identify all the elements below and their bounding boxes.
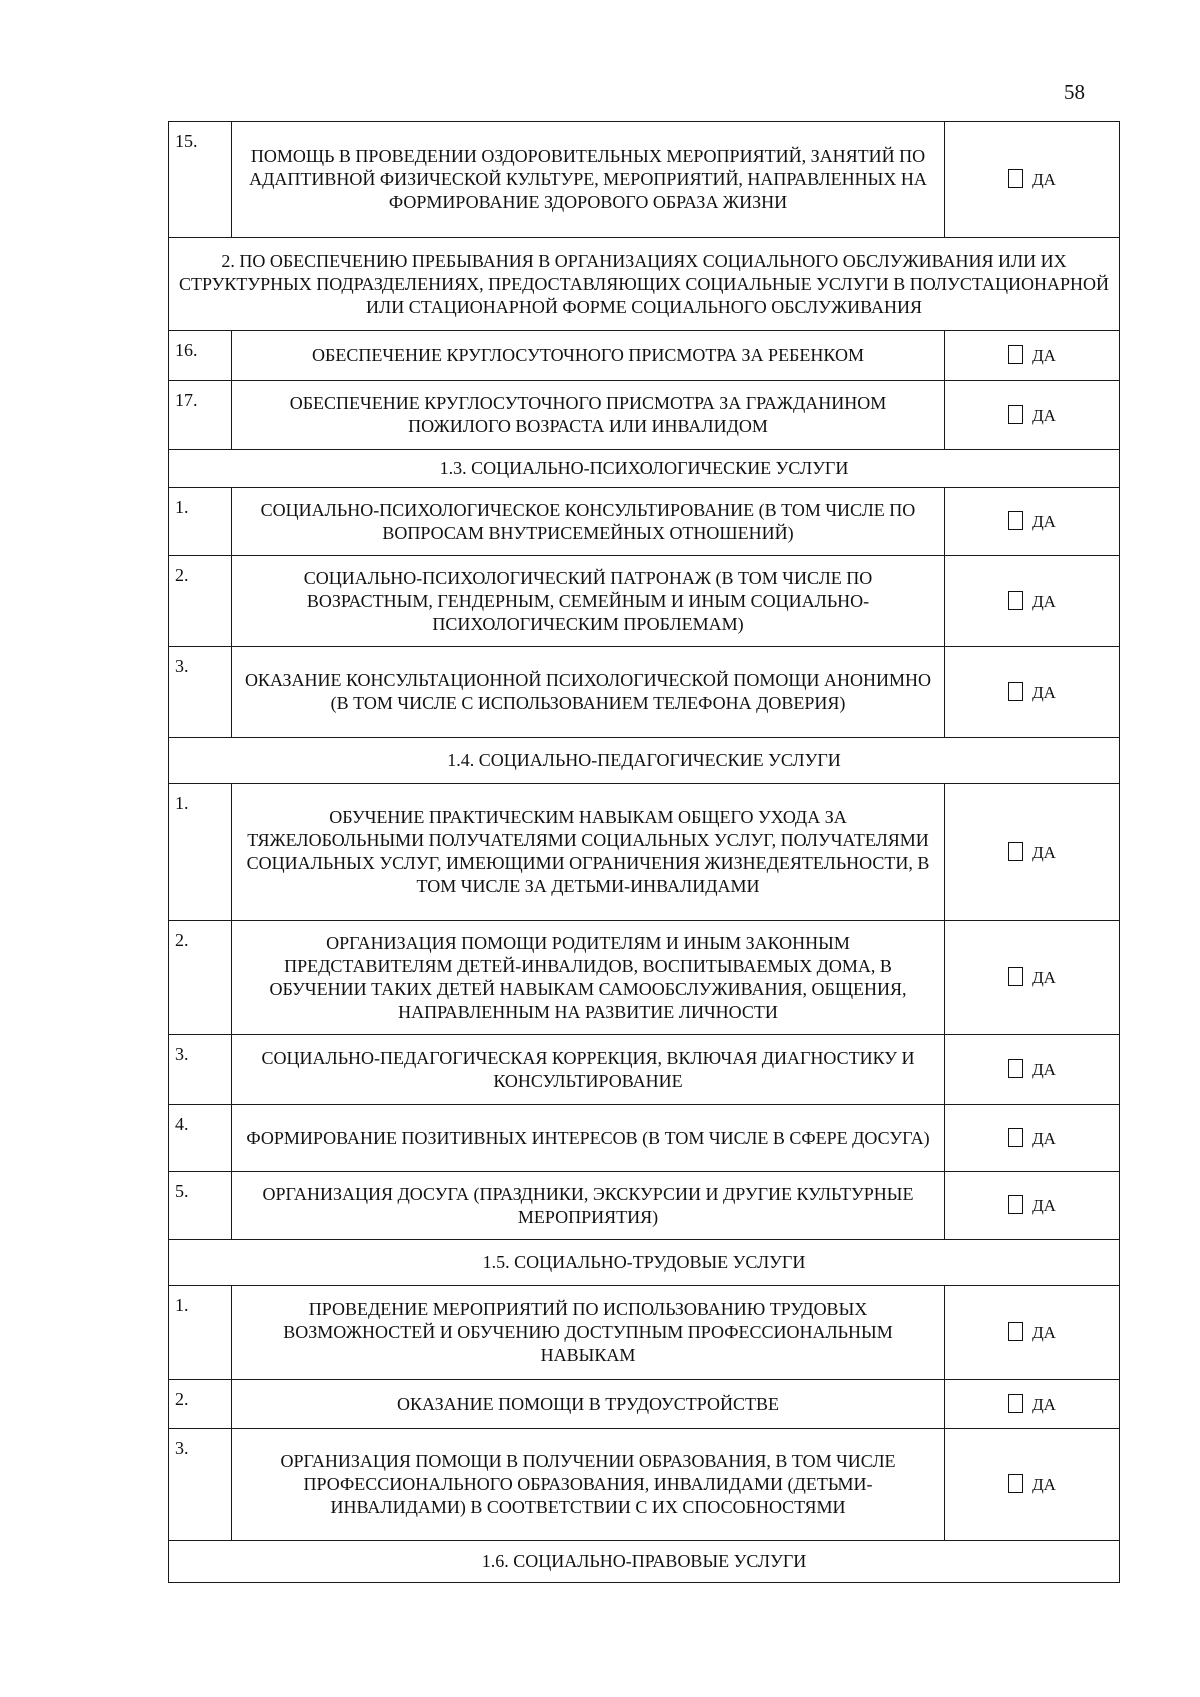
row-number: 2. [169,556,232,647]
yes-checkbox-cell[interactable] [945,1035,1120,1105]
service-description: ОКАЗАНИЕ КОНСУЛЬТАЦИОННОЙ ПСИХОЛОГИЧЕСКОЙ ПОМОЩИ АНОНИМНО (В ТОМ ЧИСЛЕ С ИСПОЛЬЗОВАНИЕМ ТЕЛЕФОНА ДОВЕРИЯ) [232,647,945,738]
section-header-row [169,1240,1120,1286]
row-number: 2. [169,921,232,1035]
section-title: 1.6. СОЦИАЛЬНО-ПРАВОВЫЕ УСЛУГИ [169,1541,1120,1583]
service-description: ОБЕСПЕЧЕНИЕ КРУГЛОСУТОЧНОГО ПРИСМОТРА ЗА РЕБЕНКОМ [232,331,945,381]
service-row [169,921,1120,1035]
section-header-row [169,738,1120,784]
yes-checkbox-cell[interactable] [945,1429,1120,1541]
service-description: СОЦИАЛЬНО-ПЕДАГОГИЧЕСКАЯ КОРРЕКЦИЯ, ВКЛЮЧАЯ ДИАГНОСТИКУ И КОНСУЛЬТИРОВАНИЕ [232,1035,945,1105]
row-number: 15. [169,122,232,238]
checkbox-icon[interactable] [1008,1322,1023,1341]
yes-label: ДА [1032,1394,1056,1414]
yes-checkbox-cell[interactable] [945,1286,1120,1380]
yes-checkbox-cell[interactable] [945,488,1120,556]
checkbox-icon[interactable] [1008,967,1023,986]
service-row [169,1035,1120,1105]
page-number: 58 [1064,80,1085,104]
service-row [169,1105,1120,1172]
yes-label: ДА [1032,682,1056,702]
section-title: 1.4. СОЦИАЛЬНО-ПЕДАГОГИЧЕСКИЕ УСЛУГИ [169,738,1120,784]
checkbox-icon[interactable] [1008,842,1023,861]
row-number: 1. [169,784,232,921]
service-description: ПОМОЩЬ В ПРОВЕДЕНИИ ОЗДОРОВИТЕЛЬНЫХ МЕРОПРИЯТИЙ, ЗАНЯТИЙ ПО АДАПТИВНОЙ ФИЗИЧЕСКОЙ КУЛЬТУРЕ, МЕРОПРИЯТИЙ, НАПРАВЛЕННЫХ НА ФОРМИРОВАНИЕ ЗДОРОВОГО ОБРАЗА ЖИЗНИ [232,122,945,238]
section-title: 2. ПО ОБЕСПЕЧЕНИЮ ПРЕБЫВАНИЯ В ОРГАНИЗАЦИЯХ СОЦИАЛЬНОГО ОБСЛУЖИВАНИЯ ИЛИ ИХ СТРУКТУРНЫХ ПОДРАЗДЕЛЕНИЯХ, ПРЕДОСТАВЛЯЮЩИХ СОЦИАЛЬНЫЕ УСЛУГИ В ПОЛУСТАЦИОНАРНОЙ ИЛИ СТАЦИОНАРНОЙ ФОРМЕ СОЦИАЛЬНОГО ОБСЛУЖИВАНИЯ [169,238,1120,331]
service-row [169,381,1120,450]
yes-label: ДА [1032,591,1056,611]
row-number: 2. [169,1380,232,1429]
yes-checkbox-cell[interactable] [945,122,1120,238]
service-row [169,1286,1120,1380]
services-table [168,121,1120,1583]
checkbox-icon[interactable] [1008,1195,1023,1214]
yes-label: ДА [1032,1060,1056,1079]
yes-checkbox-cell[interactable] [945,647,1120,738]
yes-label: ДА [1032,1475,1056,1494]
yes-label: ДА [1032,1323,1056,1342]
yes-label: ДА [1032,512,1056,531]
yes-label: ДА [1032,1196,1056,1215]
service-row [169,122,1120,238]
section-header-row [169,450,1120,488]
yes-checkbox-cell[interactable] [945,556,1120,647]
yes-label: ДА [1032,405,1056,425]
service-row [169,488,1120,556]
service-row [169,1429,1120,1541]
service-description: ОБУЧЕНИЕ ПРАКТИЧЕСКИМ НАВЫКАМ ОБЩЕГО УХОДА ЗА ТЯЖЕЛОБОЛЬНЫМИ ПОЛУЧАТЕЛЯМИ СОЦИАЛЬНЫХ УСЛУГ, ПОЛУЧАТЕЛЯМИ СОЦИАЛЬНЫХ УСЛУГ, ИМЕЮЩИМИ ОГРАНИЧЕНИЯ ЖИЗНЕДЕЯТЕЛЬНОСТИ, В ТОМ ЧИСЛЕ ЗА ДЕТЬМИ-ИНВАЛИДАМИ [232,784,945,921]
yes-checkbox-cell[interactable] [945,1380,1120,1429]
service-description: ФОРМИРОВАНИЕ ПОЗИТИВНЫХ ИНТЕРЕСОВ (В ТОМ ЧИСЛЕ В СФЕРЕ ДОСУГА) [232,1105,945,1172]
service-description: ОРГАНИЗАЦИЯ ДОСУГА (ПРАЗДНИКИ, ЭКСКУРСИИ И ДРУГИЕ КУЛЬТУРНЫЕ МЕРОПРИЯТИЯ) [232,1172,945,1240]
yes-checkbox-cell[interactable] [945,921,1120,1035]
service-row [169,1380,1120,1429]
yes-checkbox-cell[interactable] [945,381,1120,450]
row-number: 16. [169,331,232,381]
checkbox-icon[interactable] [1008,591,1023,610]
service-row [169,784,1120,921]
checkbox-icon[interactable] [1008,405,1023,424]
checkbox-icon[interactable] [1008,345,1023,364]
checkbox-icon[interactable] [1008,682,1023,701]
yes-label: ДА [1032,170,1056,189]
service-row [169,556,1120,647]
row-number: 4. [169,1105,232,1172]
section-header-row [169,1541,1120,1583]
service-description: ОКАЗАНИЕ ПОМОЩИ В ТРУДОУСТРОЙСТВЕ [232,1380,945,1429]
service-description: СОЦИАЛЬНО-ПСИХОЛОГИЧЕСКОЕ КОНСУЛЬТИРОВАНИЕ (В ТОМ ЧИСЛЕ ПО ВОПРОСАМ ВНУТРИСЕМЕЙНЫХ ОТНОШЕНИЙ) [232,488,945,556]
checkbox-icon[interactable] [1008,1394,1023,1413]
yes-checkbox-cell[interactable] [945,1105,1120,1172]
row-number: 3. [169,1429,232,1541]
row-number: 1. [169,1286,232,1380]
services-table-body [169,122,1120,1583]
row-number: 1. [169,488,232,556]
service-row [169,1172,1120,1240]
row-number: 3. [169,647,232,738]
yes-checkbox-cell[interactable] [945,331,1120,381]
row-number: 3. [169,1035,232,1105]
service-description: СОЦИАЛЬНО-ПСИХОЛОГИЧЕСКИЙ ПАТРОНАЖ (В ТОМ ЧИСЛЕ ПО ВОЗРАСТНЫМ, ГЕНДЕРНЫМ, СЕМЕЙНЫМ И ИНЫМ СОЦИАЛЬНО-ПСИХОЛОГИЧЕСКИМ ПРОБЛЕМАМ) [232,556,945,647]
service-row [169,331,1120,381]
checkbox-icon[interactable] [1008,1128,1023,1147]
service-description: ОРГАНИЗАЦИЯ ПОМОЩИ РОДИТЕЛЯМ И ИНЫМ ЗАКОННЫМ ПРЕДСТАВИТЕЛЯМ ДЕТЕЙ-ИНВАЛИДОВ, ВОСПИТЫВАЕМЫХ ДОМА, В ОБУЧЕНИИ ТАКИХ ДЕТЕЙ НАВЫКАМ САМООБСЛУЖИВАНИЯ, ОБЩЕНИЯ, НАПРАВЛЕННЫМ НА РАЗВИТИЕ ЛИЧНОСТИ [232,921,945,1035]
checkbox-icon[interactable] [1008,511,1023,530]
section-title: 1.3. СОЦИАЛЬНО-ПСИХОЛОГИЧЕСКИЕ УСЛУГИ [169,450,1120,488]
row-number: 17. [169,381,232,450]
service-description: ПРОВЕДЕНИЕ МЕРОПРИЯТИЙ ПО ИСПОЛЬЗОВАНИЮ ТРУДОВЫХ ВОЗМОЖНОСТЕЙ И ОБУЧЕНИЮ ДОСТУПНЫМ ПРОФЕССИОНАЛЬНЫМ НАВЫКАМ [232,1286,945,1380]
checkbox-icon[interactable] [1008,1059,1023,1078]
service-description: ОБЕСПЕЧЕНИЕ КРУГЛОСУТОЧНОГО ПРИСМОТРА ЗА ГРАЖДАНИНОМ ПОЖИЛОГО ВОЗРАСТА ИЛИ ИНВАЛИДОМ [232,381,945,450]
section-title: 1.5. СОЦИАЛЬНО-ТРУДОВЫЕ УСЛУГИ [169,1240,1120,1286]
yes-label: ДА [1032,1128,1056,1148]
yes-checkbox-cell[interactable] [945,784,1120,921]
yes-label: ДА [1032,346,1056,365]
service-row [169,647,1120,738]
section-header-row [169,238,1120,331]
checkbox-icon[interactable] [1008,1474,1023,1493]
checkbox-icon[interactable] [1008,169,1023,188]
row-number: 5. [169,1172,232,1240]
yes-label: ДА [1032,842,1056,862]
service-description: ОРГАНИЗАЦИЯ ПОМОЩИ В ПОЛУЧЕНИИ ОБРАЗОВАНИЯ, В ТОМ ЧИСЛЕ ПРОФЕССИОНАЛЬНОГО ОБРАЗОВАНИЯ, ИНВАЛИДАМИ (ДЕТЬМИ-ИНВАЛИДАМИ) В СООТВЕТСТВИИ С ИХ СПОСОБНОСТЯМИ [232,1429,945,1541]
yes-label: ДА [1032,968,1056,987]
yes-checkbox-cell[interactable] [945,1172,1120,1240]
